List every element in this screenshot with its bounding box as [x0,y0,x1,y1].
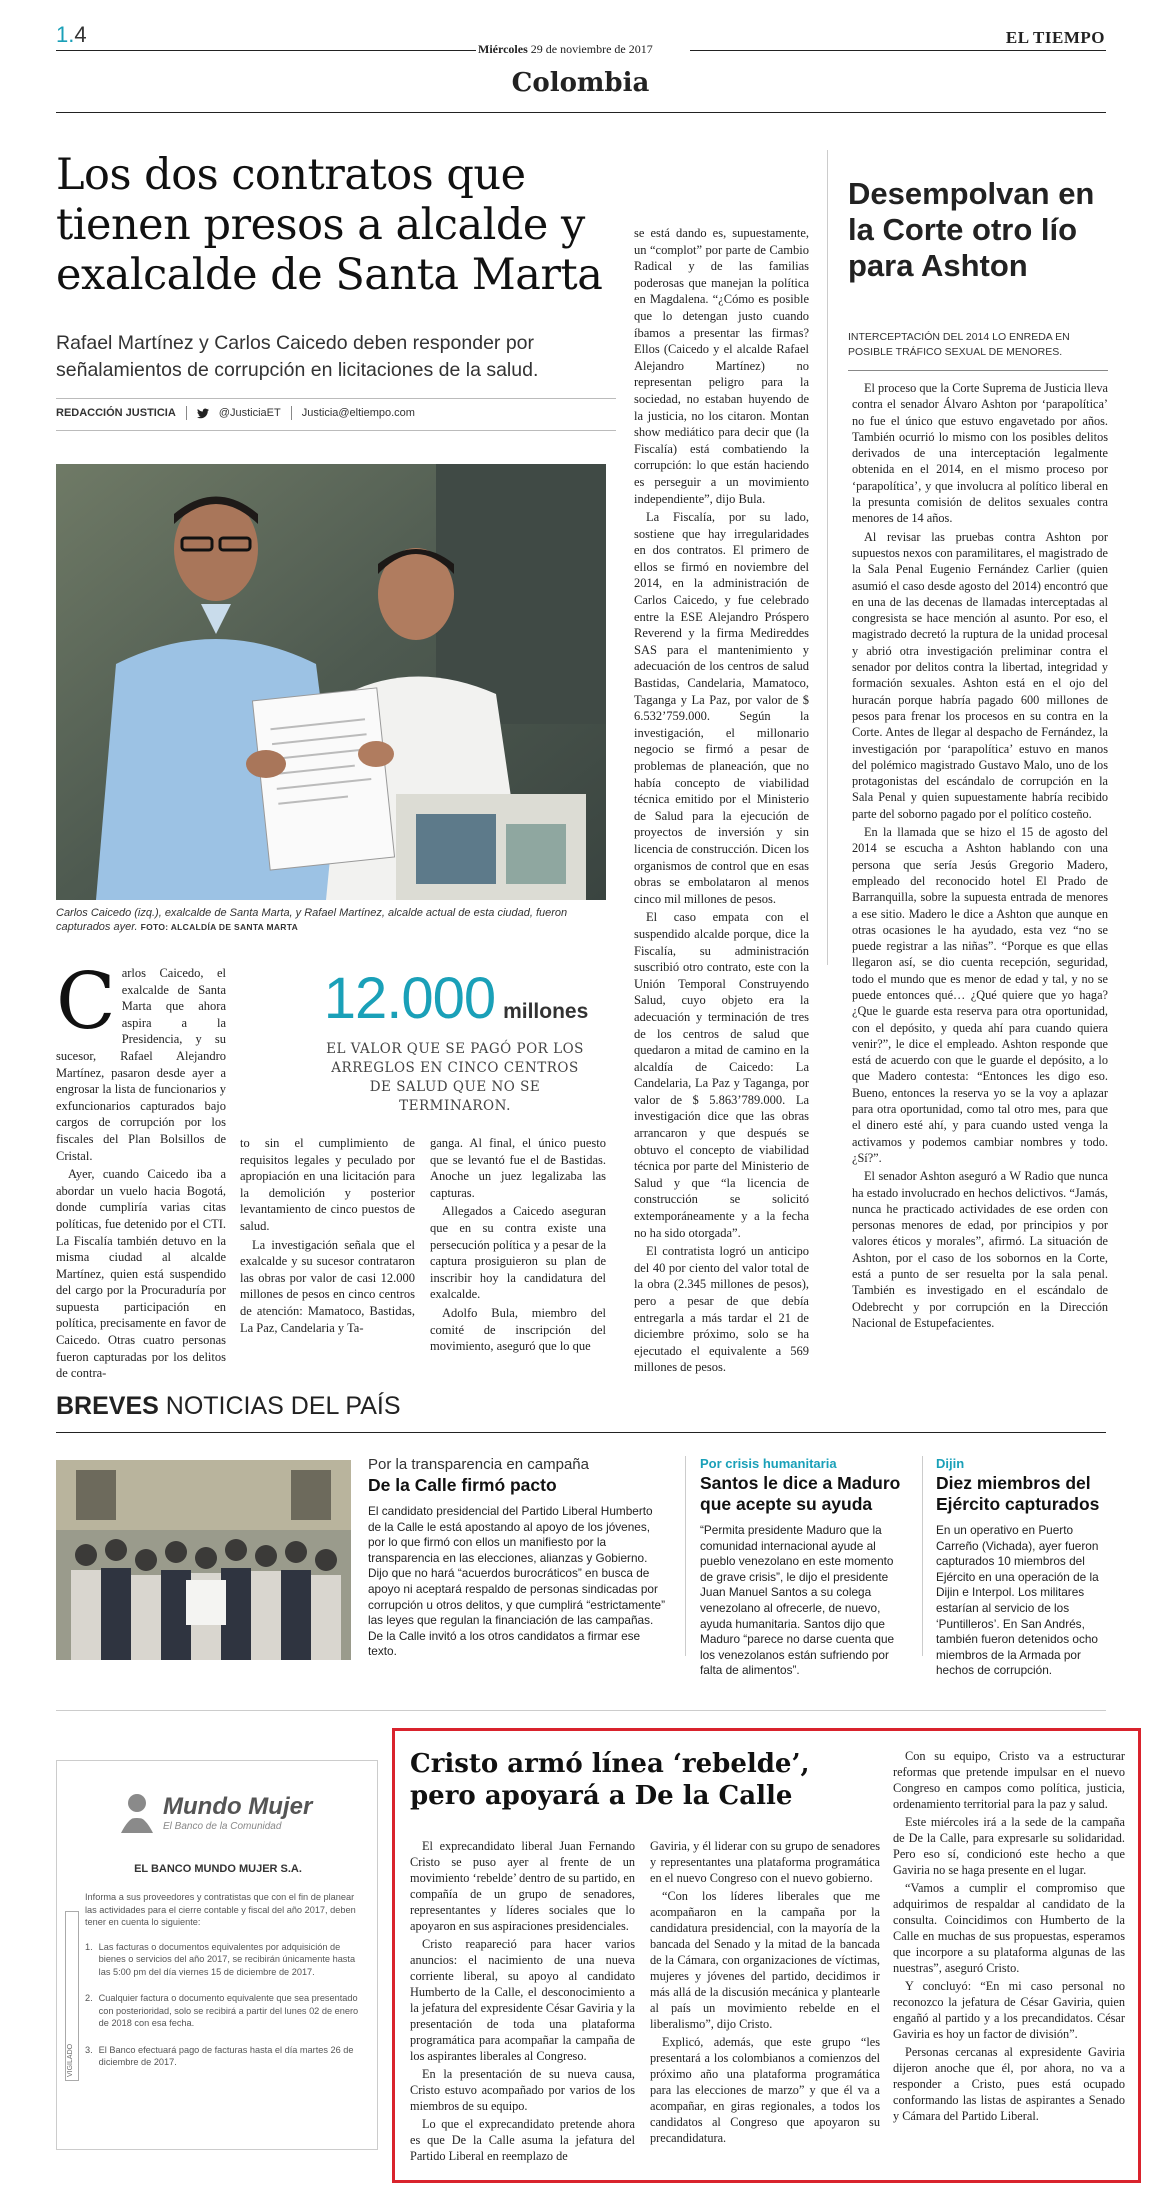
paragraph: En la presentación de su nueva causa, Cristo estuvo acompañado por varios de los miembros de su equipo. [410,2067,635,2113]
breve-kicker: Por crisis humanitaria [700,1456,837,1471]
ad-side-strip [65,1911,79,2081]
byline-separator [291,406,292,420]
header-rule-right [690,50,1106,51]
ad-logo [117,1791,312,1833]
twitter-icon [197,408,209,419]
page-number-suffix: 4 [74,22,87,47]
red-story-column-3 [893,1748,1125,2126]
paragraph: Ayer, cuando Caicedo iba a abordar un vuelo hacia Bogotá, donde cumpliría varias citas políticas, fue detenido por el CTI. La Fiscalía también detuvo en la misma ciudad al alcalde Martínez, quien está suspendido del cargo por la Procuraduría por supuesta participación en política, precisamente en favor de Caicedo. Otras cuatro personas fueron capturadas por los delitos de contra- [56,1167,226,1381]
breve-body: “Permita presidente Maduro que la comunidad internacional ayude al pueblo venezolano en este momento de grave crisis”, le dijo el presidente Juan Manuel Santos a su colega venezolano al ofrecerle, de nuevo, ayuda humanitaria. Santos dijo que Maduro “parece no darse cuenta que los venezolanos están sufriendo por falta de alimentos”. [700,1523,895,1678]
ad-list-item [85,1941,363,1979]
ad-brand: Mundo Mujer [163,1792,313,1820]
paragraph: Gaviria, y él liderar con su grupo de senadores y representantes una plataforma programática en el nuevo Congreso con el nuevo gobierno. [650,1839,880,1885]
ad-list-text: Las facturas o documentos equivalentes por adquisición de bienes o servicios del año 2017, se recibirán únicamente hasta las 5:00 pm del día viernes 15 de diciembre de 2017. [98,1941,356,1977]
paragraph: Y concluyó: “En mi caso personal no reconozco la jefatura de César Gaviria, quien engañó al partido y a los precandidatos. César Gaviria es hoy un factor de división”. [893,1979,1125,2041]
paragraph: La investigación señala que el exalcalde y su sucesor contrataron las obras por valor de casi 12.000 millones de pesos en cinco centros de atención: Mamatoco, Bastidas, La Paz, Candelaria y Ta- [240,1237,415,1335]
red-story-column-2 [650,1838,880,2148]
paragraph: “Vamos a cumplir el compromiso que adquirimos de respaldar al candidato de la consulta. Coincidimos con Humberto de la Calle en muchas de sus propuestas, esperamos que incorpore a su plataforma algunas de las nuestras”, aseguró Cristo. [893,1881,1125,1975]
paragraph: La Fiscalía, por su lado, sostiene que hay irregularidades en dos contratos. El primero de ellos se firmó en noviembre del 2014, en la administración de Carlos Caicedo, y fue celebrado entre la ESE Alejandro Próspero Reverend y la firma Medireddes SAS para el mantenimiento y adecuación de los centros de salud Bastidas, Candelaria, Mamatoco, Taganga y La Paz, por valor de $ 6.532’759.000. Según la investigación, el millonario negocio se firmó a pesar de problemas de planeación, que no había concepto de viabilidad técnica emitido por el Ministerio de Salud para la ejecución de proyectos de inversión y sin licencia de construcción. Dicen los organismos de control que en esas obras se embolataron al menos cinco mil millones de pesos. [634,510,809,906]
ad-list-number: 1. [85,1941,93,1952]
ad-list-number: 2. [85,1993,93,2003]
breve-headline: Santos le dice a Maduro que acepte su ayuda [700,1473,901,1514]
ad-list-text: Cualquier factura o documento equivalente que sea presentado con posterioridad, solo se recibirá a partir del lunes 02 de enero de 2018 con esa fecha. [98,1993,359,2028]
ad-logo-icon [117,1791,157,1833]
ad-list-text: El Banco efectuará pago de facturas hasta el día martes 26 de diciembre de 2017. [98,2044,354,2067]
ad-tagline: El Banco de la Comunidad [163,1820,282,1832]
header-date [478,42,653,57]
page-number-prefix: 1. [56,22,75,47]
paragraph: Este miércoles irá a la sede de la campaña de De la Calle, para expresarle su solidaridad. Pero eso sí, condicionó este hecho a que Gaviria no se haga presente en el lugar. [893,1815,1125,1877]
ad-company: EL BANCO MUNDO MUJER S.A. [134,1863,302,1875]
main-story-column-4 [634,225,809,1378]
header-date-day: Miércoles [478,42,528,56]
breve-kicker: Dijin [936,1456,965,1471]
paragraph: El caso empata con el suspendido alcalde porque, dice la Fiscalía, su administración suscribió otro contrato, este con la Unión Temporal Construyendo Salud, cuyo objeto era la adecuación y terminación de tres de los centros de salud que quedaron a mitad de camino en la alcaldía de Caicedo: La Candelaria, La Paz y Taganga, por valor de $ 5.863’789.000. La investigación dice que las obras arrancaron y que después se obtuvo el concepto de viabilidad técnica por parte del Ministerio de Salud y que “la licencia de construcción se solicitó extemporáneamente y a la fecha no ha sido otorgada”. [634,910,809,1240]
section-divider [56,1710,1106,1711]
breves-title [56,1392,401,1421]
paragraph: Allegados a Caicedo aseguran que en su contra existe una persecución política y a pesar de la captura prosiguieron su plan de inscribir hoy la candidatura del exalcalde. [430,1204,606,1302]
byline-twitter[interactable]: @JusticiaET [218,407,281,419]
paragraph: se está dando es, supuestamente, un “complot” por parte de Cambio Radical y de las familias poderosas que manejan la política en Magdalena. “¿Cómo es posible que lo detengan justo cuando íbamos a presentar las firmas? Ellos (Caicedo y el alcalde Rafael Alejandro Martínez) no representan peligro para la sociedad, no estaban huyendo de la justicia, no los citaron. Montan show mediático para decir que (la Fiscalía) está combatiendo la corrupción: lo que están haciendo es perseguir a un movimiento independiente”, dijo Bula. [634,226,809,506]
photo-credit: FOTO: ALCALDÍA DE SANTA MARTA [140,922,299,932]
main-story-column-1 [56,957,226,1384]
breve-divider [922,1456,923,1656]
ad-side-label: VIGILADO [67,2043,74,2077]
advertisement [56,1760,378,2150]
paragraph: to sin el cumplimiento de requisitos legales y peculado por apropiación en una licitación para la demolición y posterior levantamiento de cinco puestos de salud. [240,1136,415,1233]
sidebar-headline: Desempolvan en la Corte otro lío para Ashton [848,176,1095,283]
section-rule [56,112,1106,113]
photo-caption-text: Carlos Caicedo (izq.), exalcalde de Santa Marta, y Rafael Martínez, alcalde actual de esta ciudad, fueron capturados ayer. [56,907,568,933]
ad-intro: Informa a sus proveedores y contratistas que con el fin de planear las actividades para el cierre contable y fiscal del año 2017, deben tener en cuenta lo siguiente: [85,1892,356,1927]
paragraph: Al revisar las pruebas contra Ashton por supuestos nexos con paramilitares, el magistrado de la Sala Penal Eugenio Fernández Carlier (quien asumió el caso desde agosto del 2014) encontró que en una de las decenas de llamadas interceptadas al congresista se hace mención al asunto. Por eso, el magistrado decretó la ruptura de la unidad procesal y abrió otra investigación preliminar contra el senador por delitos contra la libertad, integridad y formación sexuales. Ashton está en el ojo del huracán porque habría pagado 600 millones de pesos para frenar los procesos en su contra en la Corte. Antes de llegar al despacho de Fernández, la investigación por ‘parapolítica’ estuvo en manos del polémico magistrado Gustavo Malo, uno de los protagonistas del escándalo de corrupción en la Sala Penal y quien supuestamente habría recibido parte del soborno pagado por el político costeño. [852,529,1108,821]
sidebar-divider [827,150,828,965]
paragraph: El contratista logró un anticipo del 40 por ciento del valor total de la obra (2.345 millones de pesos), pero a pesar de que debía entregarla a más tardar el 21 de diciembre próximo, solo se ha ejecutado el equivalente a 569 millones de pesos. [634,1244,809,1375]
breve-kicker: Por la transparencia en campaña [368,1456,589,1473]
breve-body: El candidato presidencial del Partido Liberal Humberto de la Calle le está apostando al apoyo de los jóvenes, por lo que firmó con ellos un manifiesto por la transparencia en las elecciones, alianzas y Gobierno. Dijo que no hará “acuerdos burocráticos” en busca de apoyo ni aceptará respaldo de personas sindicadas por corrupción u otros delitos, y que cumplirá “estrictamente” las leyes que regulan la financiación de las campañas. De la Calle invitó a los otros candidatos a firmar ese texto. [368,1504,666,1659]
ad-list-item [85,2044,363,2069]
big-number-value: 12.000 [323,966,496,1031]
main-story-column-2 [240,1135,415,1338]
byline-rule-bottom [56,430,616,431]
breve-item-1 [368,1456,668,1660]
paragraph: Con su equipo, Cristo va a estructurar reformas que pretende impulsar en el nuevo Congreso en campos como política, justicia, ordenamiento territorial para la paz y salud. [893,1749,1125,1811]
paragraph: Explicó, además, que este grupo “les presentará a los colombianos a comienzos del próximo año una plataforma programática para las elecciones de marzo” y que él va a acompañar, en giras regionales, a todos los candidatos al Congreso que apoyaron su precandidatura. [650,2035,880,2145]
paragraph: El senador Ashton aseguró a W Radio que nunca ha estado involucrado en hechos delictivos. “Jamás, nunca he practicado actividades de ese orden con personas menores de edad, por principios y por valores éticos y morales”, afirmó. La situación de Ashton, por el caso de los sobornos en la Corte, está a punto de ser resuelta por la sala penal. También es investigado en el escándalo de Odebrecht y por corrupción en la Dirección Nacional de Estupefacientes. [852,1169,1108,1330]
paragraph: Lo que el exprecandidato pretende ahora es que De la Calle asuma la jefatura del Partido Liberal en reemplazo de [410,2117,635,2163]
section-title: Colombia [511,68,650,98]
sidebar-body [852,380,1108,1333]
main-headline: Los dos contratos que tienen presos a alcalde y exalcalde de Santa Marta [56,150,603,300]
photo-caption [56,906,606,934]
red-story-headline: Cristo armó línea ‘rebelde’, pero apoyará a De la Calle [410,1749,810,1811]
sidebar-kicker-rule [848,370,1108,371]
main-deck: Rafael Martínez y Carlos Caicedo deben responder por señalamientos de corrupción en licitaciones de la salud. [56,332,539,381]
breves-title-rest: NOTICIAS DEL PAÍS [165,1392,401,1420]
lead-text: arlos Caicedo, el exalcalde de Santa Marta que ahora aspira a la Presidencia, y su sucesor, Rafael Alejandro Martínez, pasaron desde ayer a engrosar la lista de funcionarios y exfuncionarios capturados bajo cargos de corrupción por los fiscales del Plan Bolsillos de Cristal. [56,966,226,1163]
byline-email[interactable]: Justicia@eltiempo.com [301,407,415,419]
drop-cap: C [56,957,116,1047]
paragraph: Personas cercanas al expresidente Gaviria dijeron anoche que él, por ahora, no va a responder a Cristo, pues está ocupado conformando las listas de aspirantes a Senado y Cámara del Partido Liberal. [893,2045,1125,2123]
big-number-callout [306,965,606,1032]
main-story-lead [56,957,226,1164]
paragraph: ganga. Al final, el único puesto que se levantó fue el de Bastidas. Anoche un juez legalizaba las capturas. [430,1136,606,1200]
red-story-column-1 [410,1838,635,2166]
breve-item-3 [936,1456,1111,1679]
breves-photo [56,1460,351,1660]
breve-item-2 [700,1456,905,1679]
breve-body: En un operativo en Puerto Carreño (Vichada), ayer fueron capturados 10 miembros del Ejército en una operación de la Dijin e Interpol. Los militares estarían al servicio de los ‘Puntilleros’. En San Andrés, también fueron detenidos ocho miembros de la Armada por hechos de corrupción. [936,1523,1099,1678]
byline-author: REDACCIÓN JUSTICIA [56,407,176,419]
ad-list-item [85,1992,363,2030]
ad-body [85,1891,363,2069]
paragraph: “Con los líderes liberales que me acompañaron en la campaña por la candidatura presidencial, con la mayoría de la bancada del Senado y la mitad de la bancada de la Cámara, con organizaciones de víctimas, mujeres y jóvenes del partido, decidimos ir más allá de la discusión mecánica y plantearle al país un movimiento rebelde en el liberalismo”, dijo Cristo. [650,1889,880,2031]
big-number-unit: millones [503,1000,589,1023]
breve-headline: De la Calle firmó pacto [368,1475,557,1495]
paragraph: En la llamada que se hizo el 15 de agosto del 2014 se escucha a Ashton hablando con una persona que sería Jesús Gregorio Madero, empleado del reconocido hotel El Prado de Barranquilla, sobre la supuesta entrada de menores a ese sitio. Madero le dice a Ashton que aunque en otras ocasiones le ha ayudado, esta vez “no se puede registrar a las niñas”. “Porque es que ellas llegaron así, se dio cuenta recepción, seguridad, todo el mundo que es menor de edad y tal, y no se puede entonces qué… ¿Qué quiere que yo haga? ¿Que le guarde esta reserva para otra oportunidad, con el depósito, y queda ahí para cuando quiera venir?”, le dice el empleado. Ashton responde que está de acuerdo con que le guarde el depósito, a lo que Madero contesta: “Entonces les digo eso. Bueno, entonces la reserva yo se la voy a aplazar para otra oportunidad, como tal otro mes, para que el dinero esté ahí, y para cuando usted venga la activamos y podemos cambiar nombres y todo. ¿Sí?”. [852,825,1108,1165]
header-date-rest: 29 de noviembre de 2017 [530,42,653,56]
sidebar-kicker: INTERCEPTACIÓN DEL 2014 LO ENREDA EN POSIBLE TRÁFICO SEXUAL DE MENORES. [848,331,1070,358]
paragraph: Cristo reapareció para hacer varios anuncios: el nacimiento de una nueva corriente liberal, su apoyo al candidato Humberto de la Calle, el desconocimiento a la jefatura del expresidente César Gaviria y la presentación de toda una plataforma programática para acompañar la campaña de los aspirantes liberales al Congreso. [410,1937,635,2063]
header-rule-left [56,50,476,51]
brand-logo: EL TIEMPO [1005,28,1105,47]
byline-separator [186,406,187,420]
paragraph: Adolfo Bula, miembro del comité de inscripción del movimiento, aseguró que lo que [430,1305,606,1354]
paragraph: El exprecandidato liberal Juan Fernando Cristo se puso ayer al frente de un movimiento ‘rebelde’ dentro de su partido, en compañía de un grupo de senadores, representantes y líderes sociales que lo apoyaron en sus aspiraciones presidenciales. [410,1839,635,1933]
ad-list-number: 3. [85,2044,93,2055]
byline [56,406,616,420]
main-photo [56,464,606,900]
big-number-description: EL VALOR QUE SE PAGÓ POR LOS ARREGLOS EN CINCO CENTROS DE SALUD QUE NO SE TERMINARON. [326,1041,584,1114]
page-number [56,22,87,48]
breve-divider [685,1456,686,1656]
main-story-column-3 [430,1135,606,1357]
byline-rule-top [56,398,616,399]
breves-title-bold: BREVES [56,1392,159,1420]
breves-rule [56,1432,1106,1433]
breve-headline: Diez miembros del Ejército capturados [936,1473,1100,1514]
paragraph: El proceso que la Corte Suprema de Justicia lleva contra el senador Álvaro Ashton por ‘parapolítica’ no fue el único que estuvo engavetado por años. También ocurrió lo mismo con los posibles delitos derivados de una interceptación legalmente obtenida en el 2014, en el mismo proceso por ‘parapolítica’, y que involucra al político liberal en la presunta comisión de delitos sexuales contra menores de 14 años. [852,381,1108,526]
